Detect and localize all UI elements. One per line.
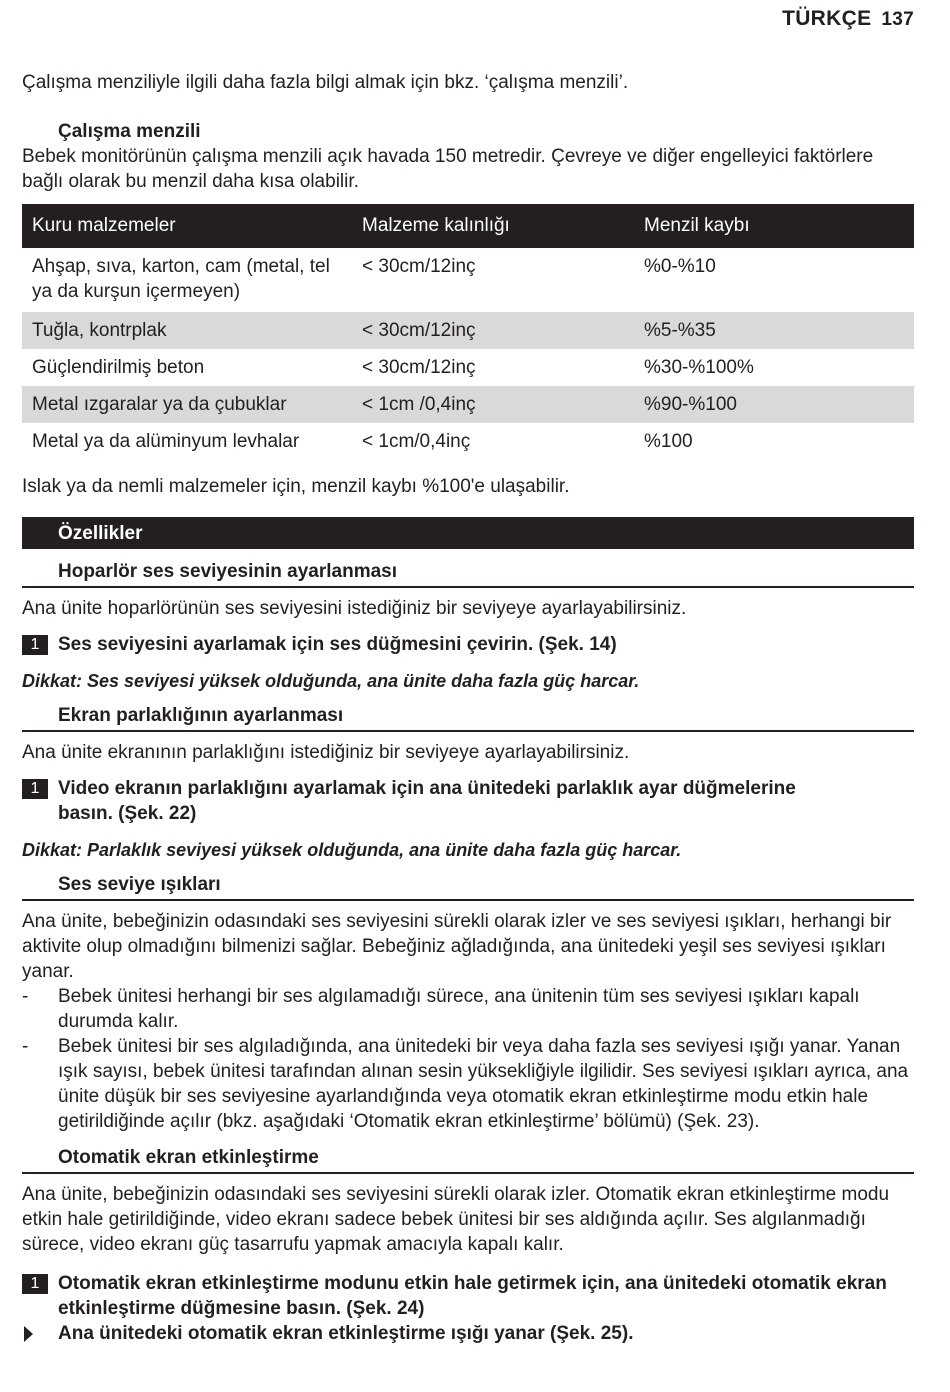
speaker-volume-body: Ana ünite hoparlörünün ses seviyesini istediğiniz bir seviyeye ayarlayabilirsiniz. <box>22 598 687 619</box>
step-number-badge: 1 <box>22 1274 48 1294</box>
table-cell: %30-%100% <box>644 357 754 378</box>
table-cell: Metal ızgaralar ya da çubuklar <box>22 386 352 423</box>
table-cell: < 1cm/0,4inç <box>362 431 471 452</box>
auto-screen-title: Otomatik ekran etkinleştirme <box>22 1145 914 1174</box>
table-cell: Ahşap, sıva, karton, cam (metal, tel ya da kurşun içermeyen) <box>32 256 330 302</box>
step-text: Otomatik ekran etkinleştirme modunu etkin hale getirmek için, ana ünitedeki otomatik ekran etkinleştirme düğmesine basın. (Şek. 24) <box>58 1273 887 1319</box>
table-row <box>22 423 914 460</box>
list-item-text: Bebek ünitesi bir ses algıladığında, ana ünitedeki bir veya daha fazla ses seviyesi ışığı yanar. Yanan ışık sayısı, bebek ünitesi tarafından alınan sesin yüksekliğiyle ilgilidir. Ses seviyesi ışıkları ayrıca, ana ünite düşük bir ses seviyesine ayarlandığında veya otomatik ekran etkinleştirme modu etkin hale getirildiğinde açılır (bkz. aşağıdaki ‘Otomatik ekran etkinleştirme’ bölümü) (Şek. 23). <box>58 1036 909 1132</box>
step-text: Video ekranın parlaklığını ayarlamak için ana ünitedeki parlaklık ayar düğmelerine basın. (Şek. 22) <box>58 778 796 824</box>
speaker-note: Dikkat: Ses seviyesi yüksek olduğunda, ana ünite daha fazla güç harcar. <box>22 671 640 691</box>
brightness-step <box>22 776 838 826</box>
features-section-title: Özellikler <box>22 517 914 549</box>
table-row <box>22 312 914 349</box>
step-number-badge: 1 <box>22 635 48 655</box>
table-cell: Güçlendirilmiş beton <box>32 357 205 378</box>
sound-lights-body: Ana ünite, bebeğinizin odasındaki ses seviyesini sürekli olarak izler ve ses seviyesi ışıkları, herhangi bir aktivite olup olmadığını bilmenizi sağlar. Bebeğiniz ağladığında, ana ünitedeki yeşil ses seviyesi ışıkları yanar. <box>22 911 892 982</box>
sound-lights-title: Ses seviye ışıkları <box>22 872 914 901</box>
table-cell: %100 <box>644 431 693 452</box>
intro-text: Çalışma menziliyle ilgili daha fazla bilgi almak için bkz. ‘çalışma menzili’. <box>22 72 629 93</box>
result-arrow-icon <box>24 1326 33 1342</box>
list-item <box>22 984 914 1034</box>
auto-screen-step <box>22 1271 914 1321</box>
table-header-cell: Malzeme kalınlığı <box>352 204 634 248</box>
table-cell: < 30cm/12inç <box>352 312 634 349</box>
bullet-dash: - <box>22 986 29 1007</box>
brightness-note: Dikkat: Parlaklık seviyesi yüksek olduğunda, ana ünite daha fazla güç harcar. <box>22 840 682 860</box>
bullet-dash: - <box>22 1036 29 1057</box>
table-row <box>22 349 914 386</box>
range-section-body: Bebek monitörünün çalışma menzili açık havada 150 metredir. Çevreye ve diğer engelleyici faktörlere bağlı olarak bu menzil daha kısa olabilir. <box>22 146 874 192</box>
table-header-row <box>22 204 914 248</box>
step-number-badge: 1 <box>22 779 48 799</box>
table-header-cell: Kuru malzemeler <box>22 204 352 248</box>
table-cell: %90-%100 <box>634 386 914 423</box>
list-item <box>22 1034 914 1134</box>
speaker-step <box>22 632 914 657</box>
table-cell: %0-%10 <box>644 256 716 277</box>
table-row <box>22 386 914 423</box>
table-cell: Tuğla, kontrplak <box>22 312 352 349</box>
table-row <box>22 248 914 312</box>
page-number: 137 <box>881 9 914 30</box>
table-header-cell: Menzil kaybı <box>634 204 914 248</box>
auto-screen-result <box>22 1321 914 1346</box>
result-text: Ana ünitedeki otomatik ekran etkinleştirme ışığı yanar (Şek. 25). <box>58 1323 634 1344</box>
table-cell: < 30cm/12inç <box>362 256 476 277</box>
speaker-volume-title: Hoparlör ses seviyesinin ayarlanması <box>22 559 914 588</box>
range-section-title: Çalışma menzili <box>58 121 201 142</box>
brightness-body: Ana ünite ekranının parlaklığını istediğiniz bir seviyeye ayarlayabilirsiniz. <box>22 742 630 763</box>
table-cell: %5-%35 <box>634 312 914 349</box>
step-text: Ses seviyesini ayarlamak için ses düğmesini çevirin. (Şek. 14) <box>58 634 617 655</box>
table-cell: < 30cm/12inç <box>362 357 476 378</box>
brightness-title: Ekran parlaklığının ayarlanması <box>22 703 914 732</box>
page-content <box>22 70 914 1346</box>
table-cell: < 1cm /0,4inç <box>352 386 634 423</box>
list-item-text: Bebek ünitesi herhangi bir ses algılamadığı sürece, ana ünitenin tüm ses seviyesi ışıkları kapalı durumda kalır. <box>58 986 860 1032</box>
auto-screen-body: Ana ünite, bebeğinizin odasındaki ses seviyesini sürekli olarak izler. Otomatik ekran etkinleştirme modu etkin hale getirildiğinde, video ekranı sadece bebek ünitesi bir ses aldığında açılır. Ses algılanmadığı sürece, video ekranı güç tasarrufu yapmak amacıyla kapalı kalır. <box>22 1184 890 1255</box>
page-header <box>782 7 914 31</box>
table-cell: Metal ya da alüminyum levhalar <box>32 431 300 452</box>
materials-table <box>22 204 914 460</box>
header-language: TÜRKÇE <box>782 7 872 30</box>
wet-materials-note: Islak ya da nemli malzemeler için, menzil kaybı %100'e ulaşabilir. <box>22 476 570 497</box>
